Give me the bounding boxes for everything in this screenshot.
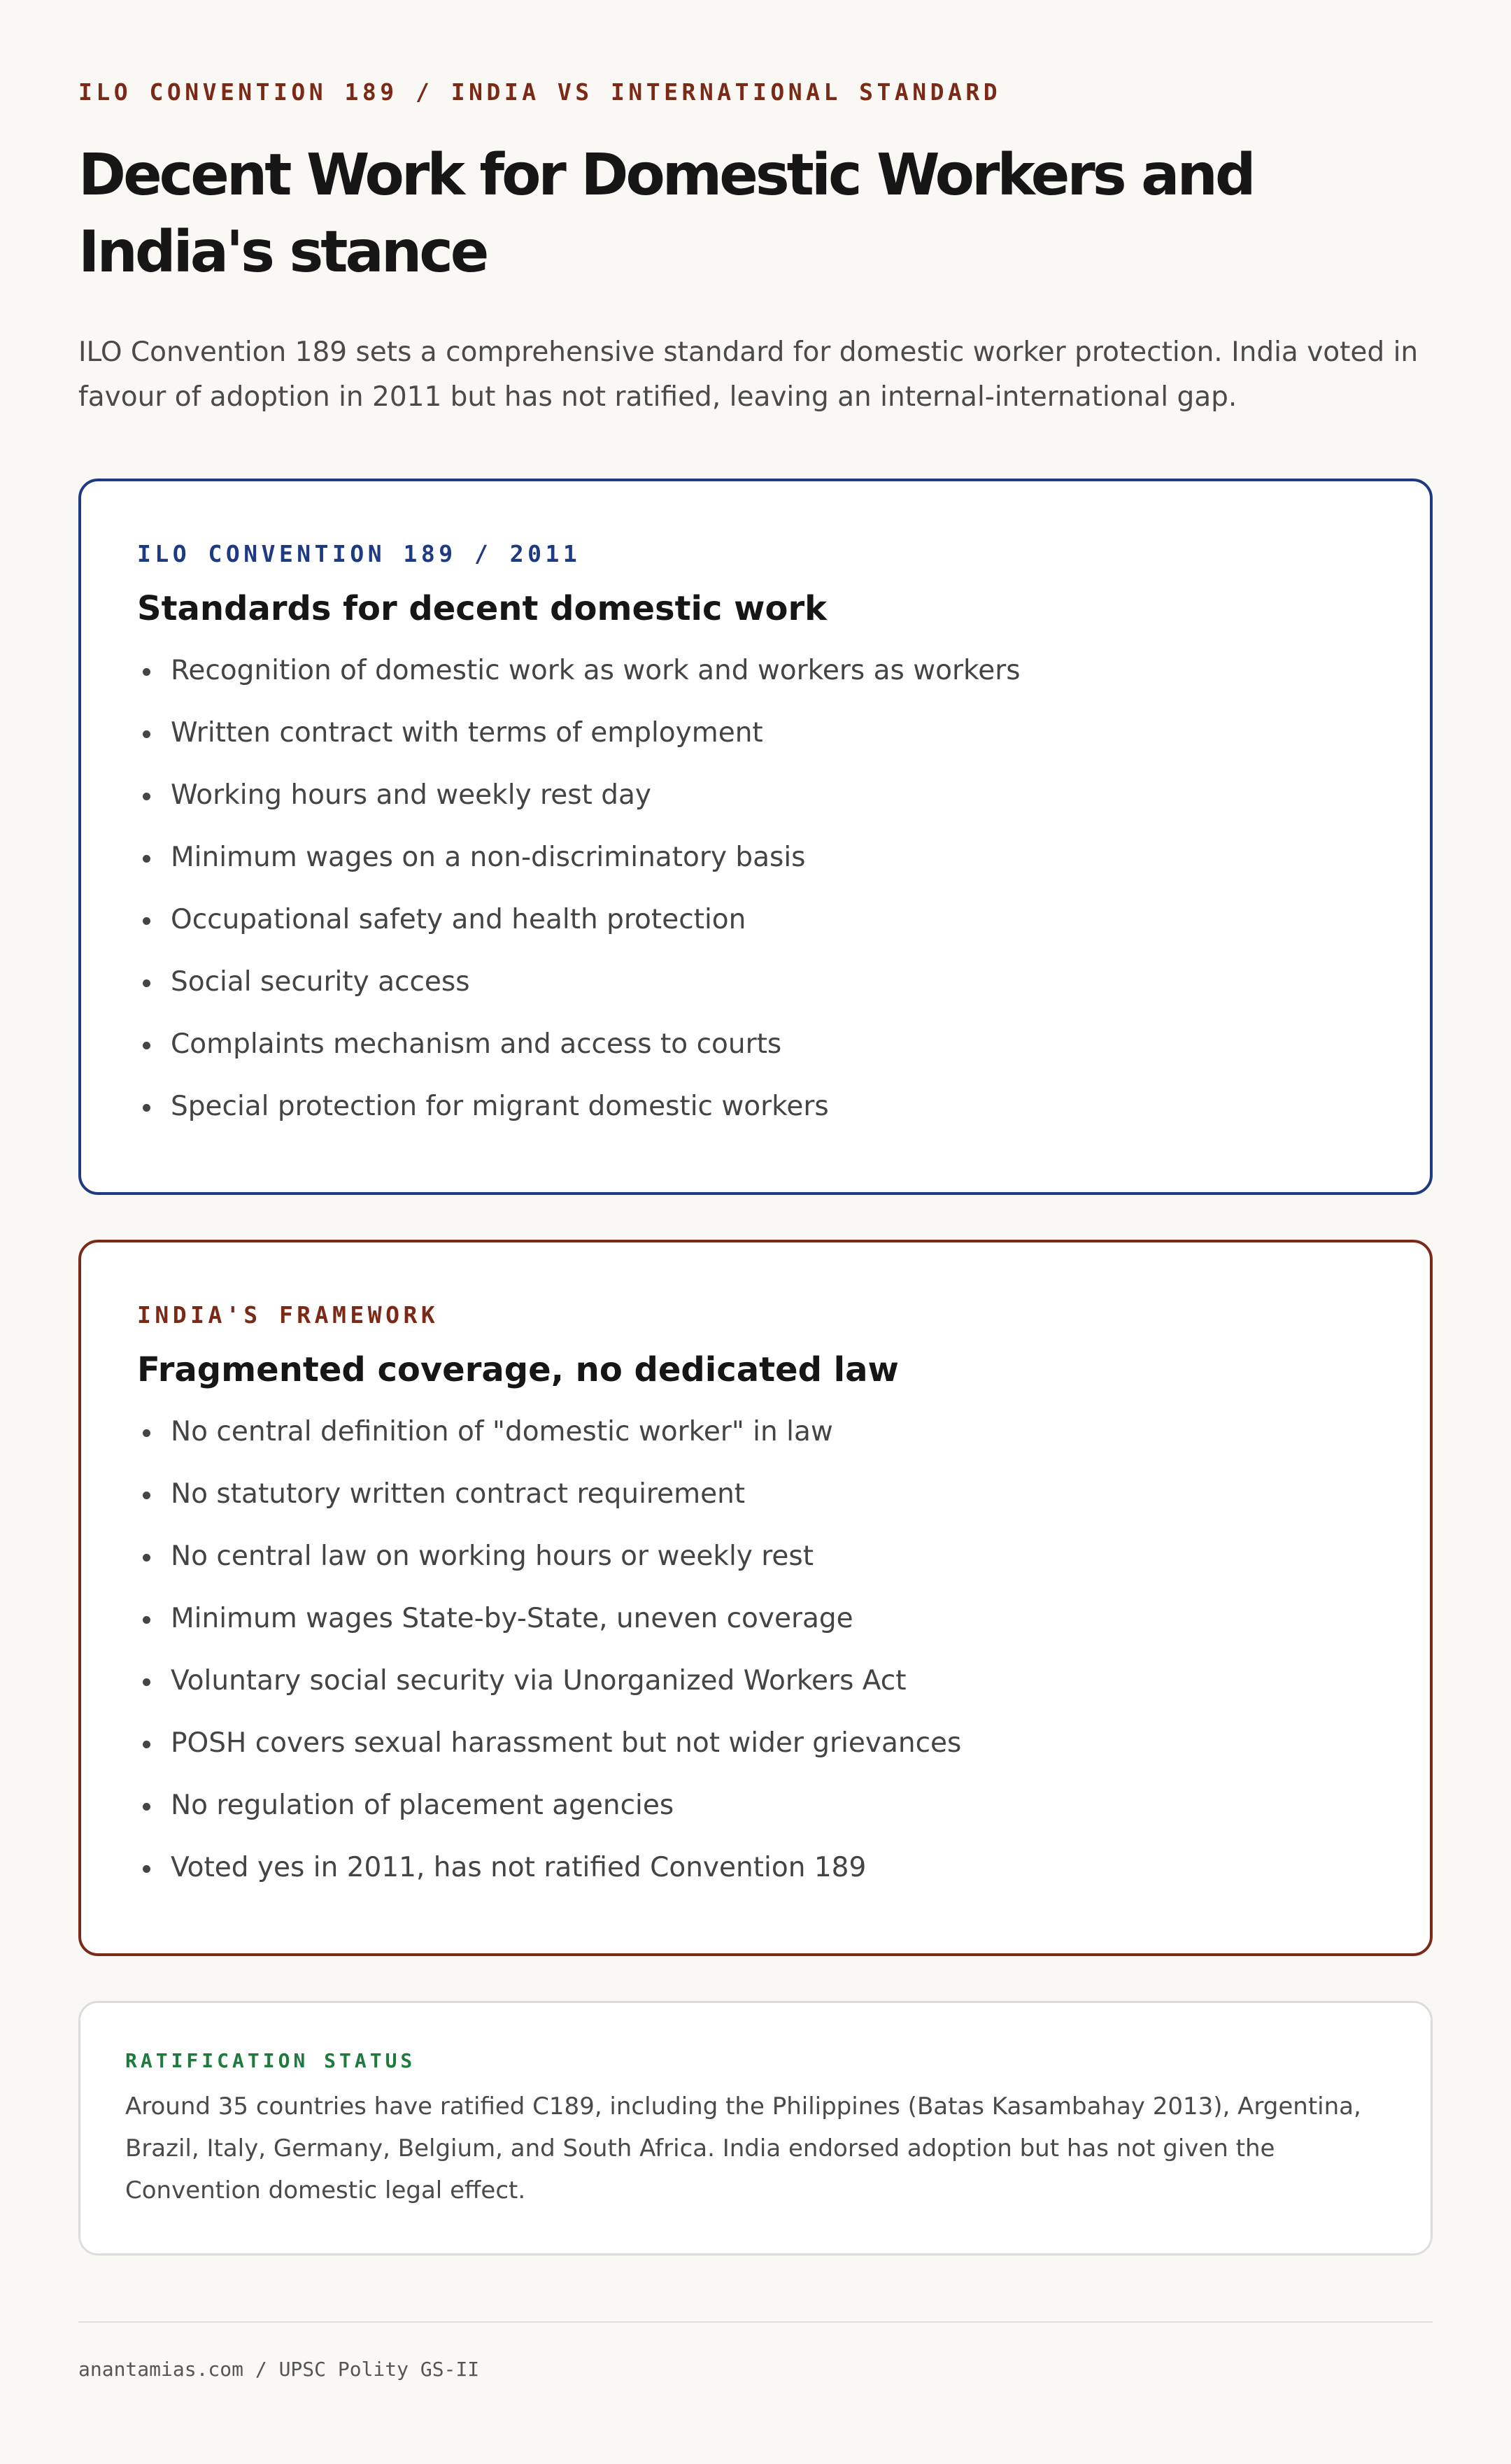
list-item	[137, 1477, 1402, 1539]
bullet-dot-icon	[143, 855, 150, 863]
india-card-label: INDIA'S FRAMEWORK	[137, 1301, 439, 1329]
list-item-text: Recognition of domestic work as work and workers as workers	[171, 655, 1021, 686]
page-title: Decent Work for Domestic Workers and India's stance	[78, 142, 1254, 285]
bullet-dot-icon	[143, 1678, 150, 1686]
list-item	[137, 1850, 1402, 1913]
bullet-dot-icon	[143, 917, 150, 925]
ratification-text: Around 35 countries have ratified C189, including the Philippines (Batas Kasambahay 2013), Argentina, Brazil, Italy, Germany, Belgium, and South Africa. India endorsed adoption but has not given the Convention domestic legal effect.	[125, 2093, 1361, 2204]
list-item-text: No regulation of placement agencies	[171, 1790, 674, 1821]
list-item	[137, 778, 1402, 840]
bullet-dot-icon	[143, 1865, 150, 1873]
ratification-status-card	[78, 2001, 1433, 2256]
list-item	[137, 1788, 1402, 1850]
list-item-text: Social security access	[171, 966, 470, 998]
ratification-card-label: RATIFICATION STATUS	[125, 2049, 416, 2072]
list-item	[137, 840, 1402, 902]
list-item-text: No central definition of "domestic worker" in law	[171, 1416, 833, 1447]
list-item	[137, 653, 1402, 716]
kicker: ILO CONVENTION 189 / INDIA VS INTERNATIONAL STANDARD	[78, 78, 1002, 106]
list-item-text: Voluntary social security via Unorganized Workers Act	[171, 1665, 907, 1697]
india-framework-list	[137, 1415, 1402, 1913]
list-item-text: Occupational safety and health protection	[171, 904, 746, 935]
bullet-dot-icon	[143, 730, 150, 738]
bullet-dot-icon	[143, 1104, 150, 1112]
list-item	[137, 1726, 1402, 1788]
list-item	[137, 1539, 1402, 1601]
list-item-text: Minimum wages State-by-State, uneven coverage	[171, 1603, 853, 1634]
list-item	[137, 902, 1402, 965]
list-item	[137, 1089, 1402, 1152]
list-item-text: Working hours and weekly rest day	[171, 779, 651, 811]
list-item-text: No statutory written contract requirement	[171, 1478, 746, 1510]
india-framework-card	[78, 1240, 1433, 1956]
bullet-dot-icon	[143, 1616, 150, 1624]
bullet-dot-icon	[143, 1803, 150, 1811]
bullet-dot-icon	[143, 1429, 150, 1437]
list-item	[137, 965, 1402, 1027]
list-item	[137, 1415, 1402, 1477]
india-card-heading: Fragmented coverage, no dedicated law	[137, 1350, 899, 1389]
bullet-dot-icon	[143, 668, 150, 676]
ilo-card-label: ILO CONVENTION 189 / 2011	[137, 540, 581, 567]
list-item	[137, 1601, 1402, 1664]
bullet-dot-icon	[143, 1042, 150, 1049]
lead-paragraph: ILO Convention 189 sets a comprehensive standard for domestic worker protection. India voted in favour of adoption in 2011 but has not ratified, leaving an internal-international gap.	[78, 337, 1419, 413]
list-item	[137, 1027, 1402, 1089]
list-item-text: Voted yes in 2011, has not ratified Convention 189	[171, 1852, 867, 1883]
ilo-card-heading: Standards for decent domestic work	[137, 589, 828, 628]
list-item	[137, 716, 1402, 778]
footer-credit: anantamias.com / UPSC Polity GS-II	[78, 2358, 480, 2381]
list-item-text: Special protection for migrant domestic workers	[171, 1091, 829, 1122]
list-item	[137, 1664, 1402, 1726]
bullet-dot-icon	[143, 793, 150, 800]
bullet-dot-icon	[143, 1554, 150, 1562]
list-item-text: Complaints mechanism and access to courts	[171, 1028, 782, 1060]
bullet-dot-icon	[143, 979, 150, 987]
ilo-standards-list	[137, 653, 1402, 1152]
list-item-text: Written contract with terms of employment	[171, 717, 763, 749]
ilo-standards-card	[78, 479, 1433, 1195]
bullet-dot-icon	[143, 1492, 150, 1499]
list-item-text: POSH covers sexual harassment but not wider grievances	[171, 1727, 962, 1759]
list-item-text: No central law on working hours or weekly rest	[171, 1541, 814, 1572]
bullet-dot-icon	[143, 1741, 150, 1748]
list-item-text: Minimum wages on a non-discriminatory basis	[171, 842, 806, 873]
footer-divider	[78, 2321, 1433, 2323]
